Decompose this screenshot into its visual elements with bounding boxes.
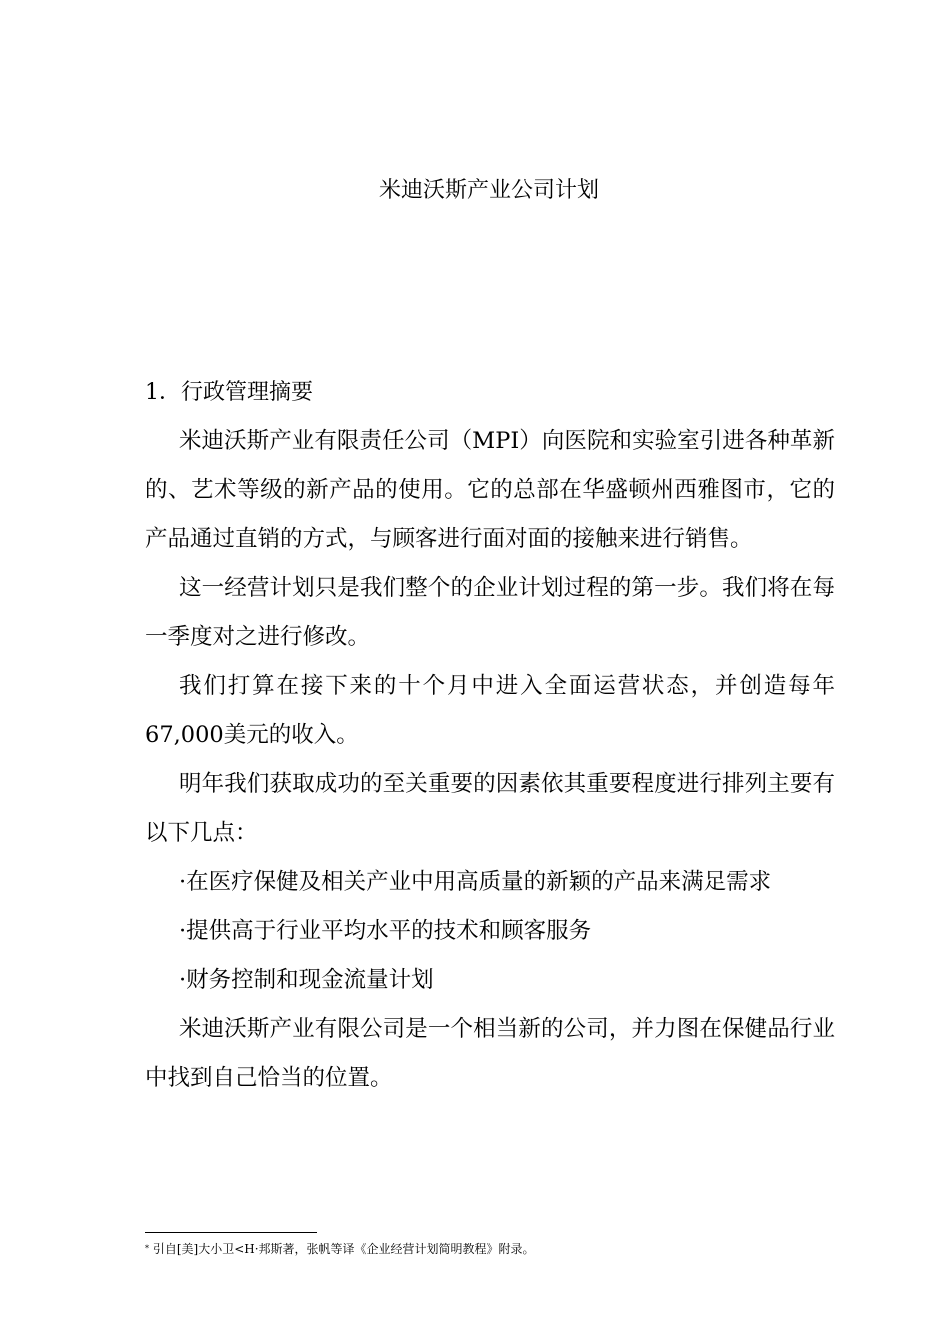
paragraph: 米迪沃斯产业有限公司是一个相当新的公司，并力图在保健品行业中找到自己恰当的位置。 (145, 1016, 835, 1091)
paragraph: 米迪沃斯产业有限责任公司（MPI）向医院和实验室引进各种革新的、艺术等级的新产品的使用。它的总部在华盛顿州西雅图市，它的产品通过直销的方式，与顾客进行面对面的接触来进行销售。 (145, 428, 835, 552)
paragraph: 这一经营计划只是我们整个的企业计划过程的第一步。我们将在每一季度对之进行修改。 (145, 575, 835, 650)
bullet-item: ·提供高于行业平均水平的技术和顾客服务 (179, 918, 592, 944)
footnote (145, 1240, 835, 1258)
paragraph: 我们打算在接下来的十个月中进入全面运营状态，并创造每年67,000美元的收入。 (145, 673, 835, 748)
footnote-marker: * (145, 1244, 149, 1253)
bullet-item: ·财务控制和现金流量计划 (179, 967, 434, 993)
section-heading (145, 368, 835, 417)
section-body (145, 368, 835, 1103)
section-heading-text: 行政管理摘要 (181, 380, 314, 405)
section-number: 1． (145, 380, 181, 405)
bullet-item: ·在医疗保健及相关产业中用高质量的新颖的产品来满足需求 (179, 869, 772, 895)
document-title: 米迪沃斯产业公司计划 (378, 178, 599, 203)
footnote-text: 引自[美]大小卫<H·邦斯著，张帆等译《企业经营计划简明教程》附录。 (152, 1242, 535, 1256)
paragraph: 明年我们获取成功的至关重要的因素依其重要程度进行排列主要有以下几点： (145, 771, 835, 846)
footnote-divider (145, 1232, 317, 1233)
